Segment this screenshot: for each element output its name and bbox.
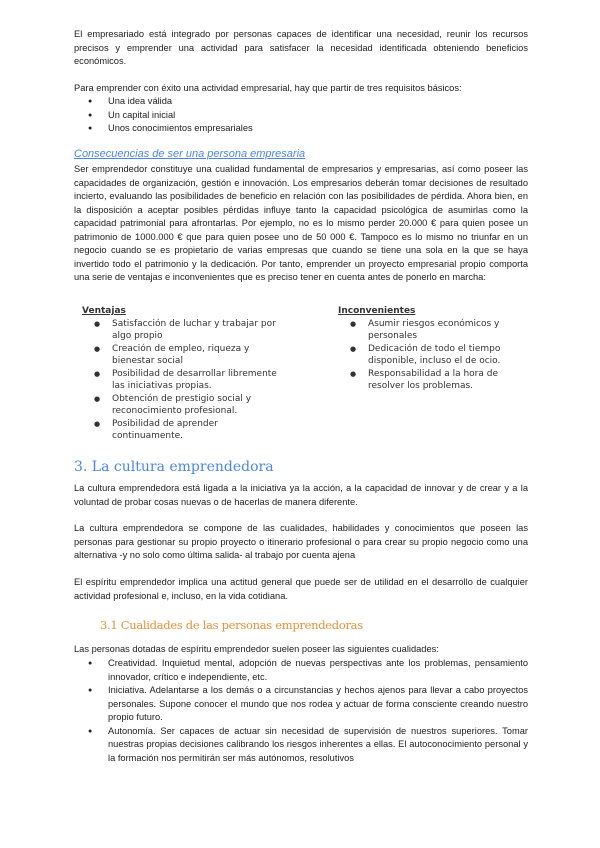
consequences-paragraph: Ser emprendedor constituye una cualidad fundamental de empresarios y empresarias, así como poseer las capacidades de organización, gestión e innovación. Los empresarios deberán tomar decisiones de resultado incierto, evaluando las posibilidades de beneficio en relación con las posibilidades de pérdida. Ahora bien, en la disposición a aceptar posibles pérdidas influye tanto la capacidad psicológica de asumirlas como la capacidad patrimonial para afrontarlas. Por ejemplo, no es lo mismo perder 20.000 € para quien posee un patrimonio de 1000.000 € que para quien posee uno de 50 000 €. Tampoco es lo mismo no triunfar en un negocio cuando se es propietario de varias empresas que cuando se tiene una sola en la que se haya invertido todo el patrimonio y la dedicación. Por tanto, emprender un proyecto empresarial propio comporta una serie de ventajas e inconvenientes que es preciso tener en cuenta antes de ponerlo en marcha: xyxy=(74,164,528,282)
disadvantages-column xyxy=(338,305,530,393)
list-item: ● Dedicación de todo el tiempo disponible, incluso el de ocio. xyxy=(338,343,530,368)
list-item: ● Una idea válida xyxy=(74,95,528,109)
culture-paragraph-3: El espíritu emprendedor implica una actitud general que puede ser de utilidad en el desarrollo de cualquier actividad profesional e, incluso, en la vida cotidiana. xyxy=(74,577,528,601)
list-item: ● Asumir riesgos económicos y personales xyxy=(338,318,530,343)
qualities-intro: Las personas dotadas de espíritu emprendedor suelen poseer las siguientes cualidades: xyxy=(74,644,439,654)
list-item: ● Creatividad. Inquietud mental, adopción de nuevas perspectivas ante los problemas, pensamiento innovador, crítico e independiente, etc. xyxy=(74,657,528,684)
disadvantages-title: Inconvenientes xyxy=(338,306,416,316)
intro-paragraph-2: Para emprender con éxito una actividad empresarial, hay que partir de tres requisitos básicos: xyxy=(74,83,462,93)
list-item: ● Iniciativa. Adelantarse a los demás o a circunstancias y hechos ajenos para llevar a cabo proyectos personales. Supone conocer el mundo que nos rodea y actuar de forma consciente creando nuestro propio futuro. xyxy=(74,684,528,725)
requirements-list xyxy=(74,95,528,136)
qualities-heading: 3.1 Cualidades de las personas emprendedoras xyxy=(100,618,363,632)
list-item: ● Posibilidad de desarrollar libremente las iniciativas propias. xyxy=(82,368,278,393)
culture-paragraph-1: La cultura emprendedora está ligada a la iniciativa ya la acción, a la capacidad de innovar y de crear y a la voluntad de probar cosas nuevas o de hacerlas de manera diferente. xyxy=(74,483,528,507)
list-item: ● Creación de empleo, riqueza y bienestar social xyxy=(82,343,278,368)
list-item: ● Autonomía. Ser capaces de actuar sin necesidad de supervisión de nuestros superiores. Tomar nuestras propias decisiones calibrando los riesgos inherentes a ellas. El autoconocimiento personal y la formación nos permitirán ser más autónomos, resolutivos xyxy=(74,725,528,766)
list-item: ● Unos conocimientos empresariales xyxy=(74,122,528,136)
culture-heading: 3. La cultura emprendedora xyxy=(74,459,274,475)
advantages-column xyxy=(82,305,278,443)
list-item: ● Satisfacción de luchar y trabajar por algo propio xyxy=(82,318,278,343)
advantages-title: Ventajas xyxy=(82,306,126,316)
consequences-heading: Consecuencias de ser una persona empresaria xyxy=(74,148,306,160)
list-item: ● Posibilidad de aprender continuamente. xyxy=(82,418,278,443)
qualities-list xyxy=(74,657,528,765)
list-item: ● Obtención de prestigio social y reconocimiento profesional. xyxy=(82,393,278,418)
intro-paragraph-1: El empresariado está integrado por personas capaces de identificar una necesidad, reunir los recursos precisos y emprender una actividad para satisfacer la necesidad identificada obteniendo beneficios económicos. xyxy=(74,29,528,66)
disadvantages-list xyxy=(338,318,530,393)
list-item: ● Responsabilidad a la hora de resolver los problemas. xyxy=(338,368,530,393)
advantages-list xyxy=(82,318,278,443)
list-item: ● Un capital inicial xyxy=(74,109,528,123)
culture-paragraph-2: La cultura emprendedora se compone de las cualidades, habilidades y conocimientos que poseen las personas para gestionar su propio proyecto o itinerario profesional o para crear su propio negocio como una alternativa -y no solo como última salida- al trabajo por cuenta ajena xyxy=(74,523,528,560)
